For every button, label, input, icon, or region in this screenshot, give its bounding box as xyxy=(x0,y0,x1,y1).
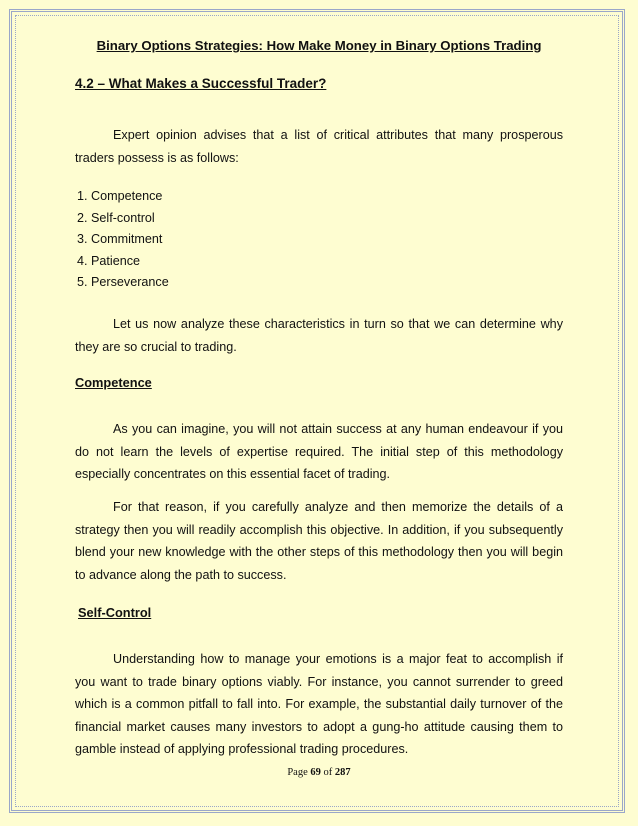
competence-heading: Competence xyxy=(75,375,152,390)
analyze-paragraph: Let us now analyze these characteristics in turn so that we can determine why they are so crucial to trading. xyxy=(75,317,563,354)
competence-paragraph-2: For that reason, if you carefully analyze and then memorize the details of a strategy then you will readily accomplish this objective. In addition, if you subsequently blend your new knowledge with the other steps of this methodology then you will begin to advance along the path to success. xyxy=(75,500,563,582)
footer-of-word: of xyxy=(323,767,333,778)
list-item: 5. Perseverance xyxy=(77,275,169,289)
list-item: 1. Competence xyxy=(77,189,163,203)
intro-paragraph: Expert opinion advises that a list of critical attributes that many prosperous traders possess is as follows: xyxy=(75,128,563,165)
section-title: 4.2 – What Makes a Successful Trader? xyxy=(75,76,327,91)
list-item: 3. Commitment xyxy=(77,232,163,246)
self-control-heading: Self-Control xyxy=(78,605,152,620)
page-footer xyxy=(0,767,638,778)
footer-page-word: Page xyxy=(287,767,308,778)
list-item: 4. Patience xyxy=(77,253,141,268)
list-item: 2. Self-control xyxy=(77,210,155,225)
footer-total-pages: 287 xyxy=(334,767,351,778)
running-header: Binary Options Strategies: How Make Money in Binary Options Trading xyxy=(96,38,542,53)
competence-paragraph-1: As you can imagine, you will not attain success at any human endeavour if you do not learn the levels of expertise required. The initial step of this methodology especially concentrates on this essential facet of trading. xyxy=(75,422,563,481)
attribute-list xyxy=(77,186,169,294)
footer-page-number: 69 xyxy=(310,767,321,778)
self-control-paragraph-1: Understanding how to manage your emotions is a major feat to accomplish if you want to trade binary options viably. For instance, you cannot surrender to greed which is a common pitfall to fall into. For example, the substantial daily turnover of the financial market causes many investors to adopt a gung-ho attitude causing them to gamble instead of applying professional trading procedures. xyxy=(75,652,563,756)
